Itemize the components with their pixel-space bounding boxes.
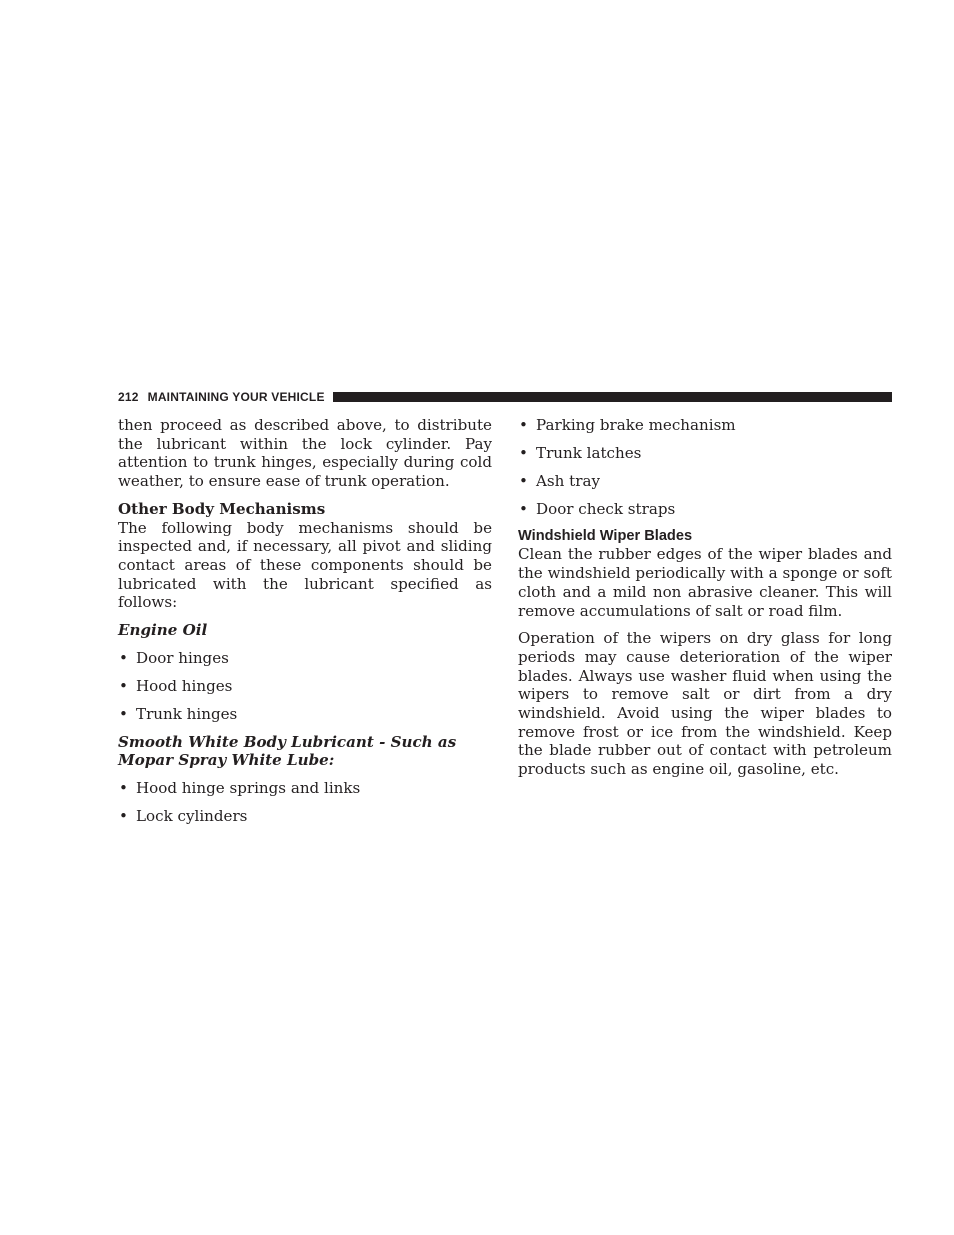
continued-lube-list [518,416,892,519]
section-title: MAINTAINING YOUR VEHICLE [147,390,325,404]
list-item: • Door hinges [119,649,229,668]
list-item: • Hood hinge springs and links [119,779,361,798]
list-item: • Hood hinges [119,677,233,696]
right-column [518,416,892,779]
page-header [118,389,892,405]
list-item: • Parking brake mechanism [519,416,736,434]
wiper-paragraph-2: Operation of the wipers on dry glass for long periods may cause deterioration of the wiper blades. Always use washer fluid when using the wipers to remove salt or dirt from a dry windshield. Avoid using the wiper blades to remove frost or ice from the windshield. Keep the blade rubber out of contact with petroleum products such as engine oil, gasoline, etc. [518,629,892,779]
bullet-icon: • [119,649,128,668]
wiper-paragraph-1: Clean the rubber edges of the wiper blades and the windshield periodically with a sponge or soft cloth and a mild non abrasive cleaner. This will remove accumulations of salt or road film. [518,545,892,620]
list-item: • Door check straps [519,500,676,518]
list-item: • Lock cylinders [119,807,248,826]
bullet-icon: • [119,807,128,826]
header-rule [333,392,892,402]
list-item: • Trunk hinges [119,705,238,724]
engine-oil-heading: Engine Oil [118,621,208,640]
bullet-icon: • [519,472,528,490]
bullet-icon: • [519,416,528,434]
bullet-icon: • [519,444,528,462]
windshield-wiper-blades-heading: Windshield Wiper Blades [518,527,693,544]
bullet-icon: • [119,677,128,696]
bullet-icon: • [119,779,128,798]
left-column [118,416,492,826]
other-body-mechanisms-paragraph: The following body mechanisms should be inspected and, if necessary, all pivot and sliding contact areas of these components should be lubricated with the lubricant specified as follows: [118,518,492,612]
bullet-icon: • [519,500,528,518]
page-number: 212 [118,390,139,404]
engine-oil-list [118,649,492,724]
bullet-icon: • [119,705,128,724]
white-lube-heading: Smooth White Body Lubricant - Such as Mopar Spray White Lube: [118,732,457,770]
white-lube-list [118,779,492,826]
list-item: • Ash tray [519,472,600,490]
other-body-mechanisms-heading: Other Body Mechanisms [118,499,326,518]
list-item: • Trunk latches [519,444,642,462]
intro-paragraph: then proceed as described above, to distribute the lubricant within the lock cylinder. Pay attention to trunk hinges, especially during cold weather, to ensure ease of trunk operation. [118,416,492,491]
